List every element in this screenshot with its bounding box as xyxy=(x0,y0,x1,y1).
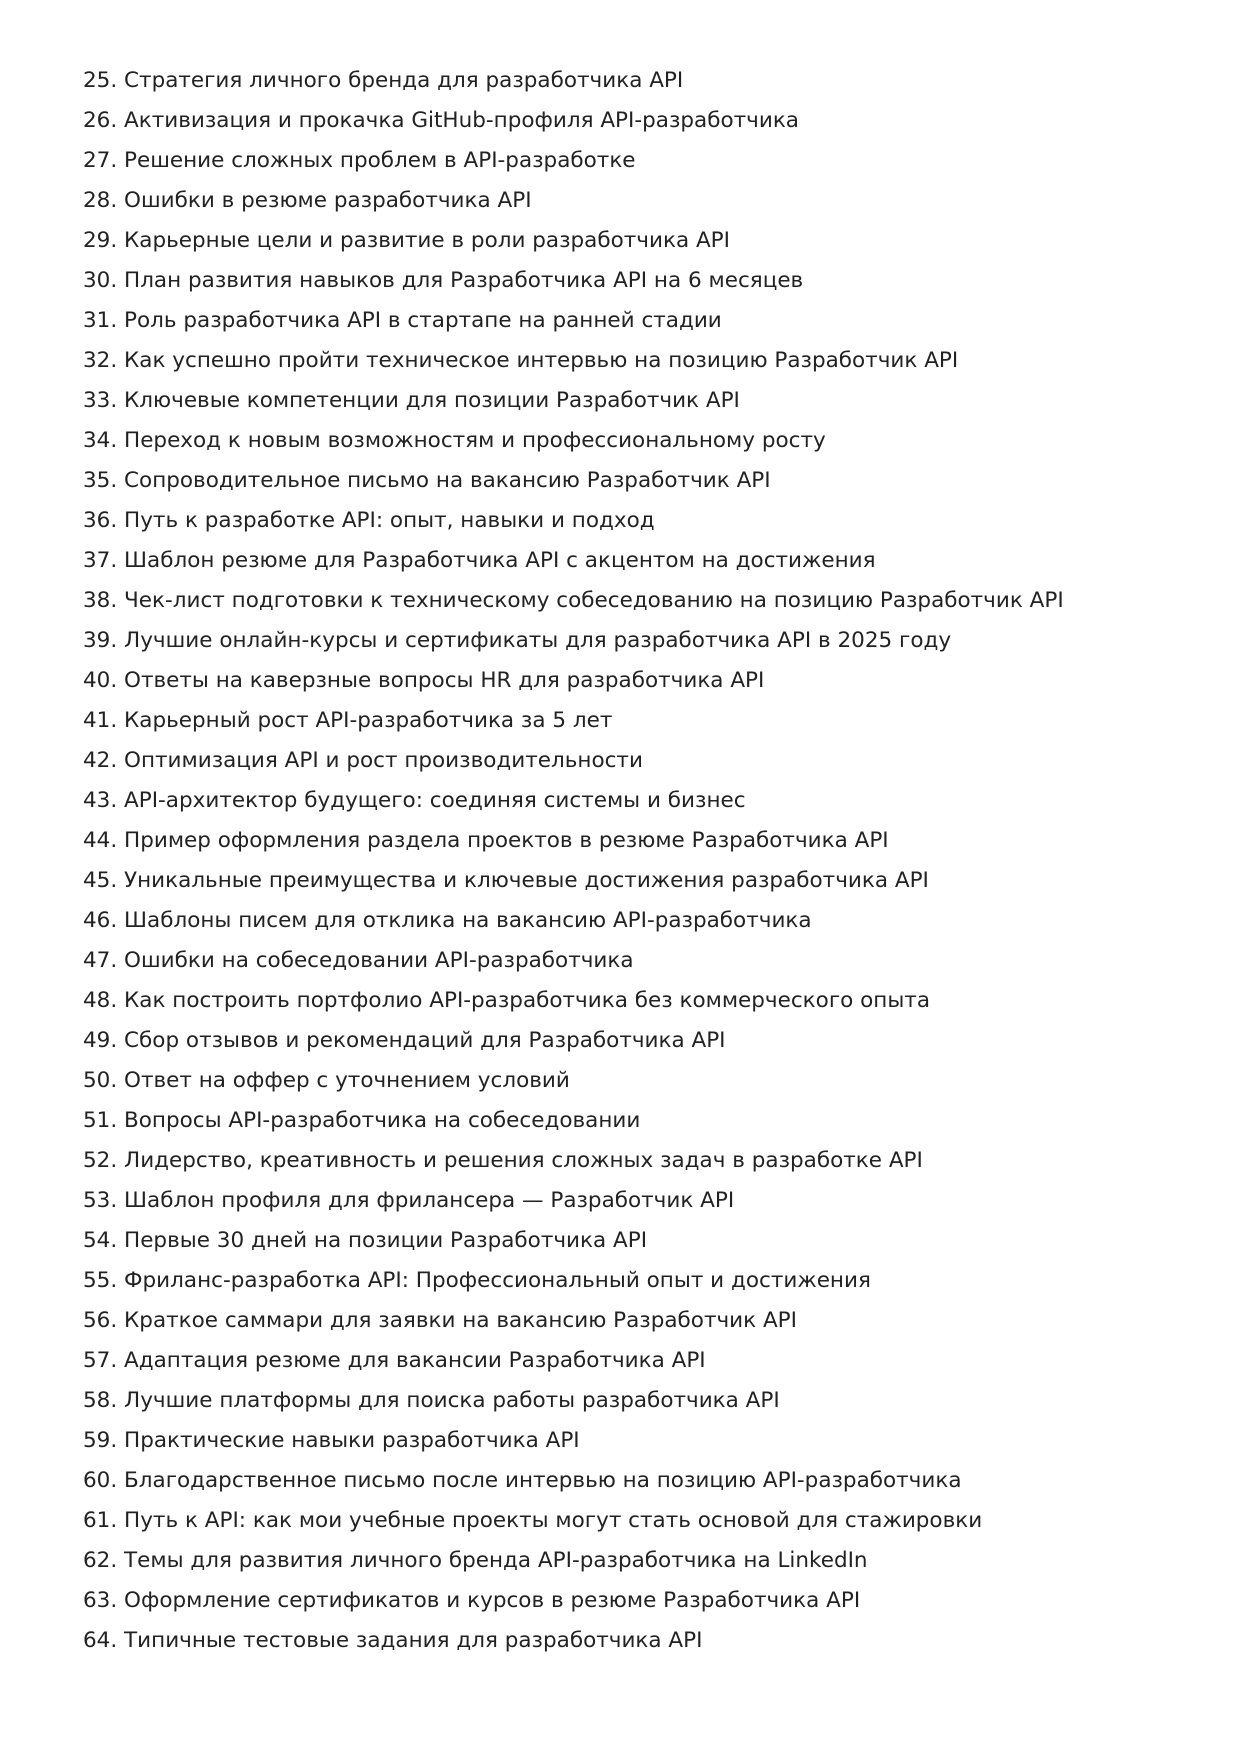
toc-item-46: 46. Шаблоны писем для отклика на вакансию API-разработчика xyxy=(83,908,812,933)
toc-item-51: 51. Вопросы API-разработчика на собеседовании xyxy=(83,1108,641,1133)
toc-item-42: 42. Оптимизация API и рост производительности xyxy=(83,748,643,773)
toc-item-61: 61. Путь к API: как мои учебные проекты могут стать основой для стажировки xyxy=(83,1508,983,1533)
toc-item-44: 44. Пример оформления раздела проектов в резюме Разработчика API xyxy=(83,828,889,853)
toc-item-45: 45. Уникальные преимущества и ключевые достижения разработчика API xyxy=(83,868,929,893)
toc-item-63: 63. Оформление сертификатов и курсов в резюме Разработчика API xyxy=(83,1588,861,1613)
toc-item-35: 35. Сопроводительное письмо на вакансию Разработчик API xyxy=(83,468,771,493)
toc-item-25: 25. Стратегия личного бренда для разработчика API xyxy=(83,68,684,93)
toc-item-30: 30. План развития навыков для Разработчика API на 6 месяцев xyxy=(83,268,804,293)
toc-item-57: 57. Адаптация резюме для вакансии Разработчика API xyxy=(83,1348,706,1373)
toc-item-29: 29. Карьерные цели и развитие в роли разработчика API xyxy=(83,228,730,253)
toc-item-36: 36. Путь к разработке API: опыт, навыки и подход xyxy=(83,508,655,533)
toc-item-60: 60. Благодарственное письмо после интервью на позицию API-разработчика xyxy=(83,1468,962,1493)
table-of-contents xyxy=(83,61,1064,1661)
toc-item-32: 32. Как успешно пройти техническое интервью на позицию Разработчик API xyxy=(83,348,959,373)
toc-item-33: 33. Ключевые компетенции для позиции Разработчик API xyxy=(83,388,740,413)
toc-item-59: 59. Практические навыки разработчика API xyxy=(83,1428,580,1453)
toc-item-40: 40. Ответы на каверзные вопросы HR для разработчика API xyxy=(83,668,765,693)
toc-item-26: 26. Активизация и прокачка GitHub-профиля API-разработчика xyxy=(83,108,799,133)
toc-item-53: 53. Шаблон профиля для фрилансера — Разработчик API xyxy=(83,1188,735,1213)
toc-item-64: 64. Типичные тестовые задания для разработчика API xyxy=(83,1628,703,1653)
toc-item-56: 56. Краткое саммари для заявки на вакансию Разработчик API xyxy=(83,1308,797,1333)
toc-item-58: 58. Лучшие платформы для поиска работы разработчика API xyxy=(83,1388,780,1413)
toc-item-41: 41. Карьерный рост API-разработчика за 5 лет xyxy=(83,708,613,733)
toc-item-47: 47. Ошибки на собеседовании API-разработчика xyxy=(83,948,634,973)
toc-item-54: 54. Первые 30 дней на позиции Разработчика API xyxy=(83,1228,648,1253)
toc-item-38: 38. Чек-лист подготовки к техническому собеседованию на позицию Разработчик API xyxy=(83,588,1064,613)
toc-item-37: 37. Шаблон резюме для Разработчика API с акцентом на достижения xyxy=(83,548,876,573)
toc-item-55: 55. Фриланс-разработка API: Профессиональный опыт и достижения xyxy=(83,1268,871,1293)
toc-item-39: 39. Лучшие онлайн-курсы и сертификаты для разработчика API в 2025 году xyxy=(83,628,952,653)
toc-item-28: 28. Ошибки в резюме разработчика API xyxy=(83,188,532,213)
toc-item-50: 50. Ответ на оффер с уточнением условий xyxy=(83,1068,570,1093)
toc-item-43: 43. API-архитектор будущего: соединяя системы и бизнес xyxy=(83,788,746,813)
toc-item-34: 34. Переход к новым возможностям и профессиональному росту xyxy=(83,428,826,453)
toc-item-49: 49. Сбор отзывов и рекомендаций для Разработчика API xyxy=(83,1028,726,1053)
toc-item-31: 31. Роль разработчика API в стартапе на ранней стадии xyxy=(83,308,722,333)
toc-item-27: 27. Решение сложных проблем в API-разработке xyxy=(83,148,636,173)
toc-item-62: 62. Темы для развития личного бренда API-разработчика на LinkedIn xyxy=(83,1548,868,1573)
toc-item-48: 48. Как построить портфолио API-разработчика без коммерческого опыта xyxy=(83,988,930,1013)
toc-item-52: 52. Лидерство, креативность и решения сложных задач в разработке API xyxy=(83,1148,923,1173)
